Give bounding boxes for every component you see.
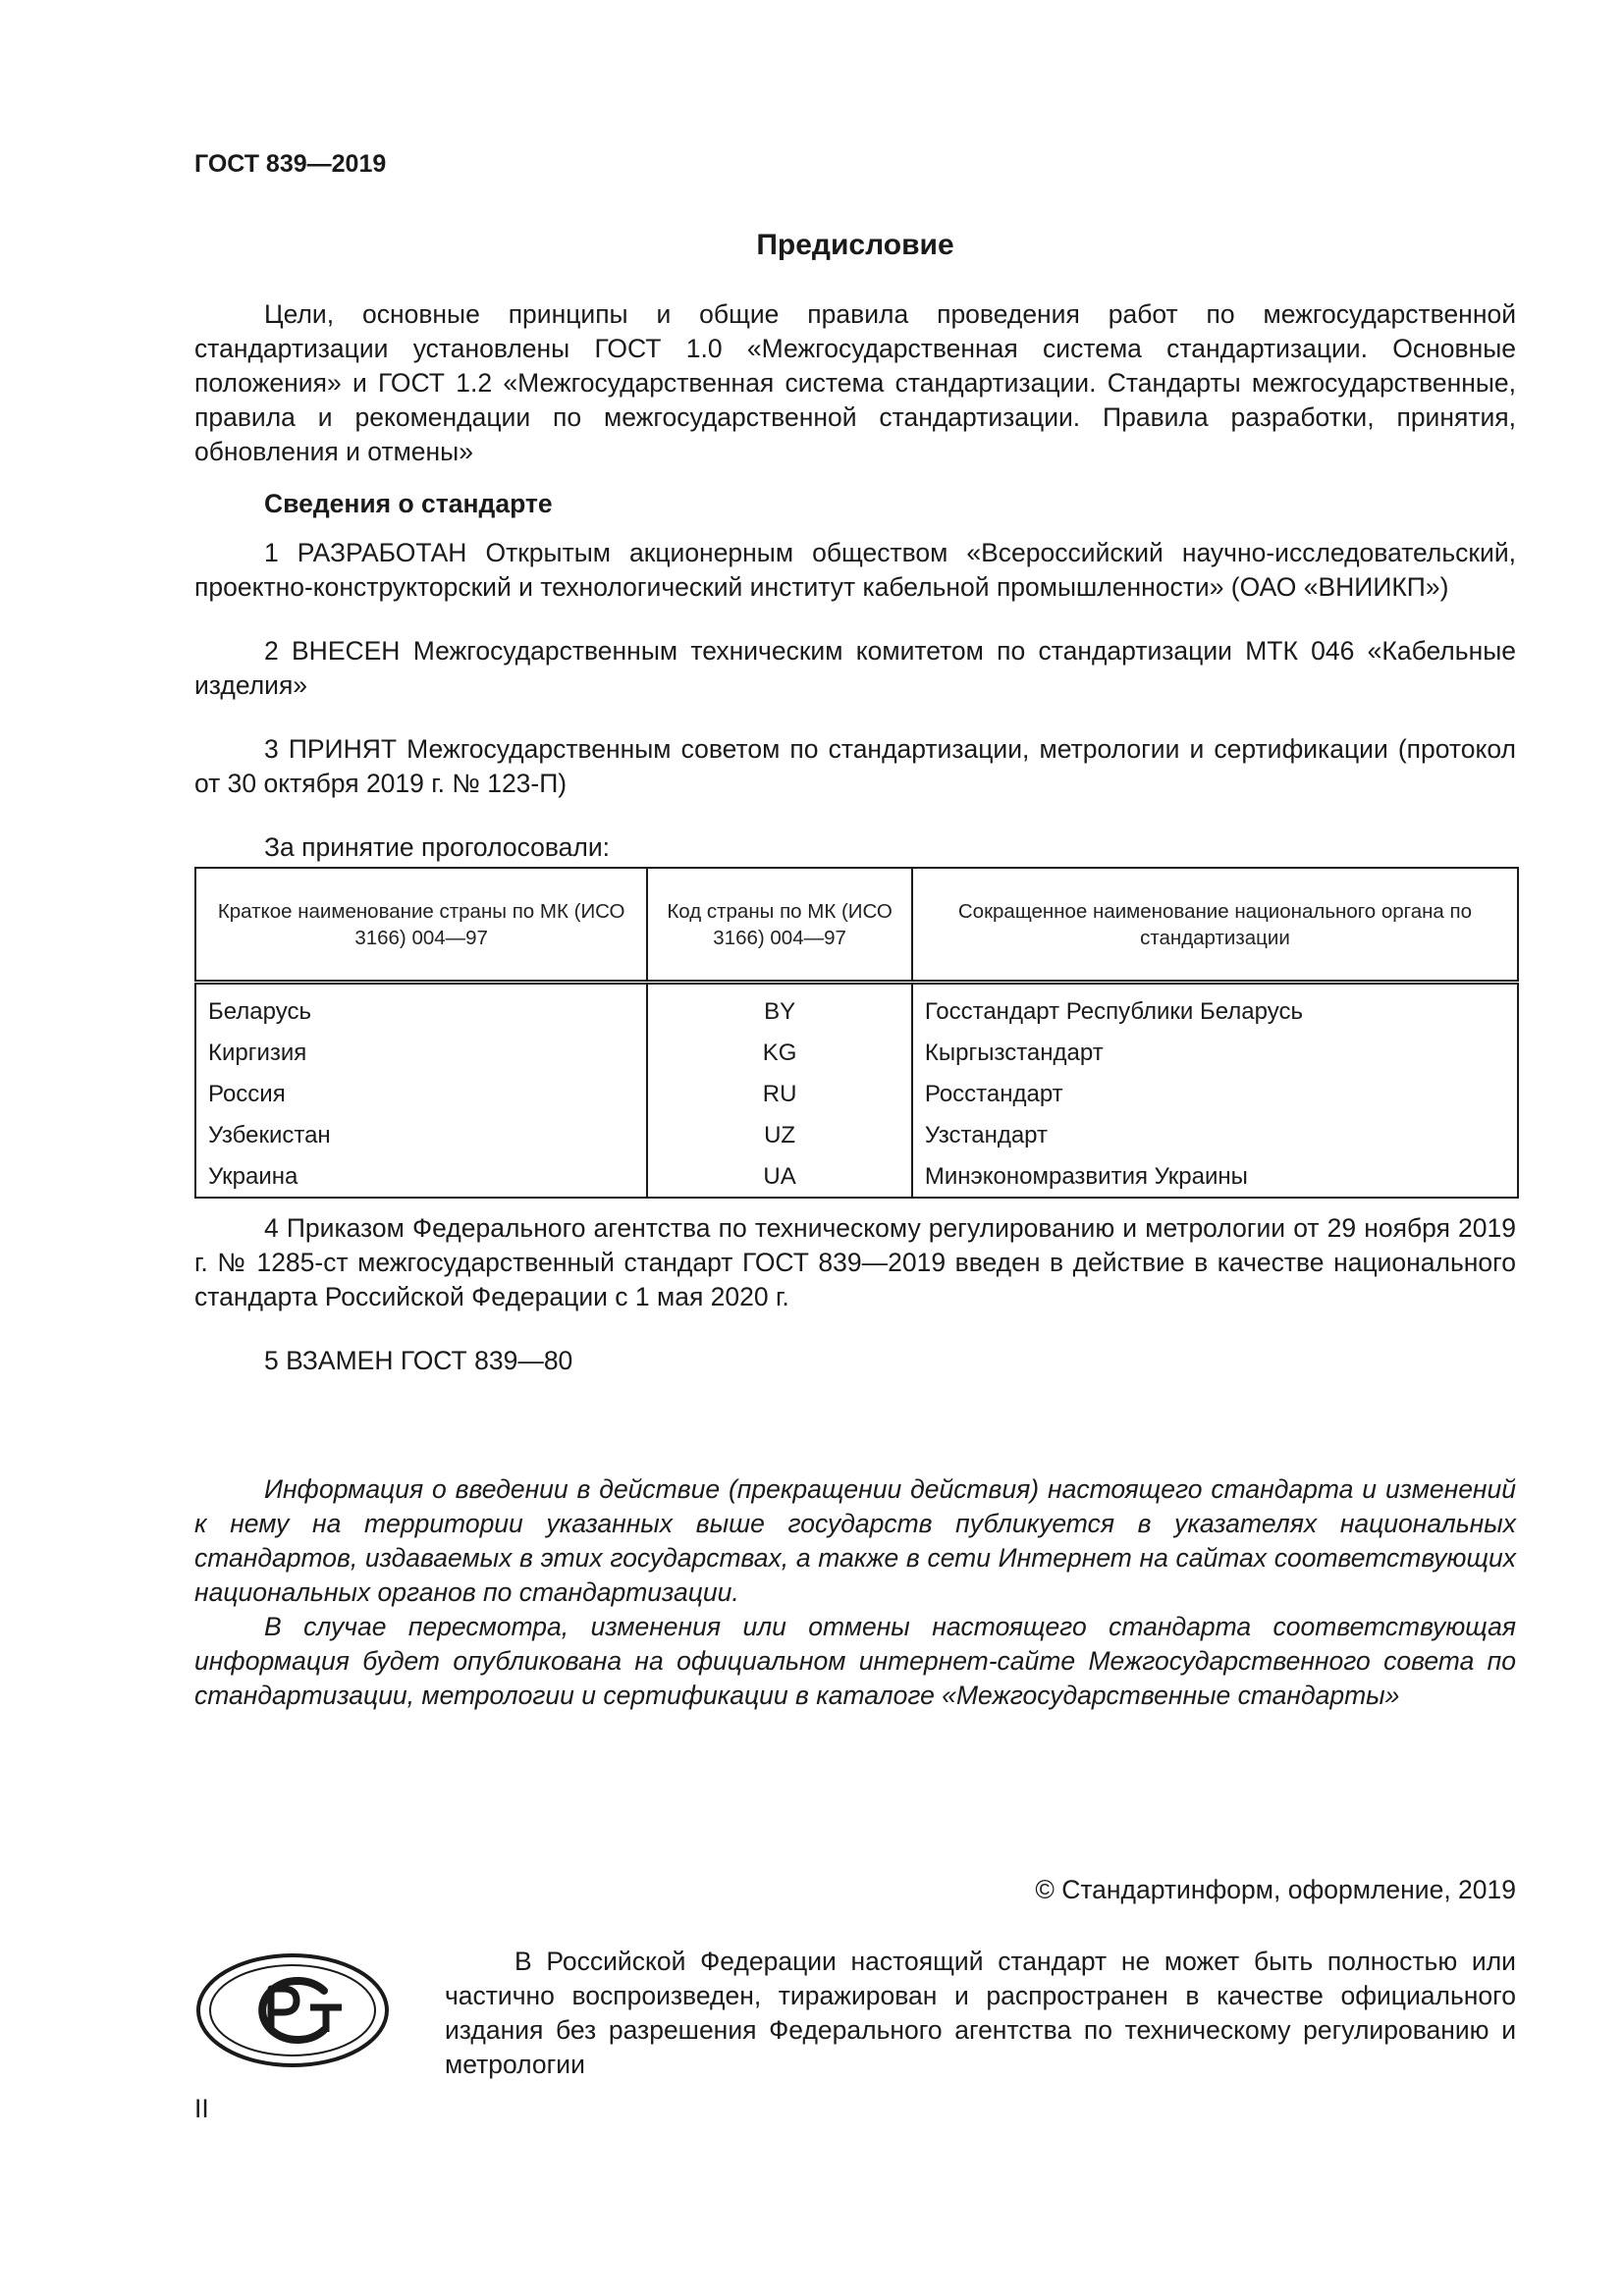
code-cell: UA — [647, 1155, 912, 1198]
body-cell: Узстандарт — [912, 1114, 1518, 1155]
code-cell: RU — [647, 1073, 912, 1114]
body-cell: Госстандарт Республики Беларусь — [912, 983, 1518, 1033]
pct-certification-mark-icon — [194, 1951, 391, 2069]
table-row — [195, 1032, 1518, 1073]
section-title: Предисловие — [756, 229, 954, 261]
body-cell: Кыргызстандарт — [912, 1032, 1518, 1073]
document-header: ГОСТ 839—2019 — [194, 150, 387, 178]
voting-countries-table — [194, 867, 1519, 1199]
item-enacted: 4 Приказом Федерального агентства по техническому регулированию и метрологии от 29 ноября 2019 г. № 1285-ст межгосударственный стандарт ГОСТ 839—2019 введен в действие в качестве национального стандарта Российской Федерации с 1 мая 2020 г. — [194, 1213, 1516, 1311]
code-cell: UZ — [647, 1114, 912, 1155]
table-row — [195, 1073, 1518, 1114]
table-row — [195, 1114, 1518, 1155]
column-header-code: Код страны по МК (ИСО 3166) 004—97 — [647, 868, 912, 983]
item-adopted: 3 ПРИНЯТ Межгосударственным советом по стандартизации, метрологии и сертификации (протокол от 30 октября 2019 г. № 123-П) — [194, 734, 1516, 798]
country-cell: Украина — [195, 1155, 647, 1198]
notice-revision-paragraph: В случае пересмотра, изменения или отмены настоящего стандарта соответствующая информация будет опубликована на официальном интернет-сайте Межгосударственного совета по стандартизации, метрологии и сертификации в каталоге «Межгосударственные стандарты» — [194, 1612, 1516, 1710]
copyright-line: © Стандартинформ, оформление, 2019 — [1035, 1875, 1516, 1904]
code-cell: BY — [647, 983, 912, 1033]
item-replaces: 5 ВЗАМЕН ГОСТ 839—80 — [264, 1346, 573, 1375]
column-header-body: Сокращенное наименование национального органа по стандартизации — [912, 868, 1518, 983]
country-cell: Узбекистан — [195, 1114, 647, 1155]
table-row — [195, 983, 1518, 1033]
notice-info-paragraph: Информация о введении в действие (прекращении действия) настоящего стандарта и изменений к нему на территории указанных выше государств публикуется в указателях национальных стандартов, издаваемых в этих государствах, а также в сети Интернет на сайтах соответствующих национальных органов по стандартизации. — [194, 1474, 1516, 1607]
intro-paragraph: Цели, основные принципы и общие правила проведения работ по межгосударственной стандартизации установлены ГОСТ 1.0 «Межгосударственная система стандартизации. Основные положения» и ГОСТ 1.2 «Межгосударственная система стандартизации. Стандарты межгосударственные, правила и рекомендации по межгосударственной стандартизации. Правила разработки, принятия, обновления и отмены» — [194, 299, 1516, 466]
rights-notice: В Российской Федерации настоящий стандарт не может быть полностью или частично воспроизведен, тиражирован и распространен в качестве официального издания без разрешения Федерального агентства по техническому регулированию и метрологии — [445, 1947, 1516, 2079]
country-cell: Киргизия — [195, 1032, 647, 1073]
item-submitted: 2 ВНЕСЕН Межгосударственным техническим комитетом по стандартизации МТК 046 «Кабельные изделия» — [194, 636, 1516, 700]
table-header-row — [195, 868, 1518, 983]
country-cell: Россия — [195, 1073, 647, 1114]
column-header-country: Краткое наименование страны по МК (ИСО 3166) 004—97 — [195, 868, 647, 983]
code-cell: KG — [647, 1032, 912, 1073]
voted-label: За принятие проголосовали: — [264, 832, 611, 862]
body-cell: Минэкономразвития Украины — [912, 1155, 1518, 1198]
page-number: II — [194, 2094, 209, 2123]
body-cell: Росстандарт — [912, 1073, 1518, 1114]
info-heading: Сведения о стандарте — [264, 489, 553, 518]
item-developed: 1 РАЗРАБОТАН Открытым акционерным обществом «Всероссийский научно-исследовательский, проектно-конструкторский и технологический институт кабельной промышленности» (ОАО «ВНИИКП») — [194, 538, 1516, 602]
country-cell: Беларусь — [195, 983, 647, 1033]
table-row — [195, 1155, 1518, 1198]
